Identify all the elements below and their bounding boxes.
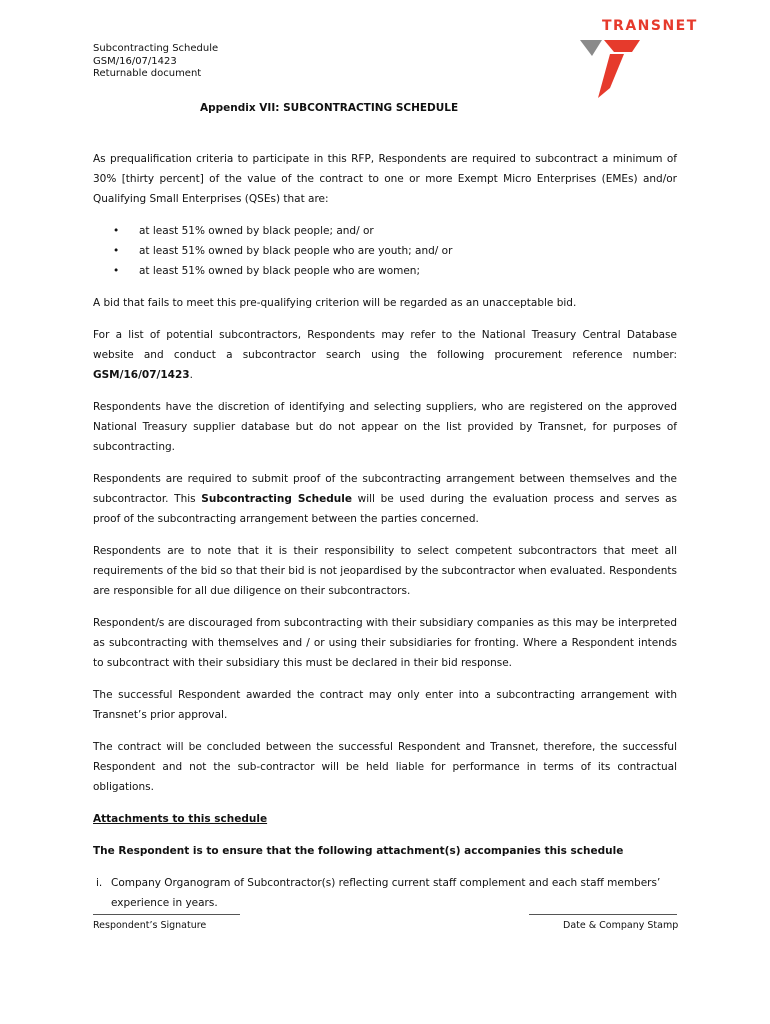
subcontractor-list-paragraph: For a list of potential subcontractors, Respondents may refer to the National Treasury Central Database website and conduct a subcontractor search using the following procurement reference number: GSM/16/07/1423. [93, 329, 677, 381]
list-item: • at least 51% owned by black people who are youth; and/ or [93, 241, 677, 261]
procurement-reference: GSM/16/07/1423 [93, 369, 190, 381]
unacceptable-bid-paragraph: A bid that fails to meet this pre-qualifying criterion will be regarded as an unacceptable bid. [93, 297, 577, 309]
signature-line [93, 914, 240, 915]
list-item: • at least 51% owned by black people; and/ or [93, 221, 677, 241]
criteria-list [93, 221, 677, 281]
logo-wordmark: TRANSNET [602, 18, 698, 34]
transnet-logo [580, 18, 760, 88]
header-schedule-name: Subcontracting Schedule [93, 43, 219, 54]
respondent-signature-label: Respondent’s Signature [93, 920, 207, 931]
intro-paragraph: As prequalification criteria to participate in this RFP, Respondents are required to subcontract a minimum of 30% [thirty percent] of the value of the contract to one or more Exempt Micro Enterprises (EMEs) and/or Qualifying Small Enterprises (QSEs) that are: [93, 153, 677, 205]
document-header [93, 43, 218, 81]
responsibility-paragraph: Respondents are to note that it is their responsibility to select competent subcontractors that meet all requirements of the bid so that their bid is not jeopardised by the subcontractor when evaluated. Respondents are responsible for all due diligence on their subcontractors. [93, 545, 677, 597]
header-reference: GSM/16/07/1423 [93, 55, 177, 67]
proof-paragraph: Respondents are required to submit proof of the subcontracting arrangement between themselves and the subcontractor. This Subcontracting Schedule will be used during the evaluation process and serves as proof of the subcontracting arrangement between the parties concerned. [93, 473, 677, 525]
attachments-heading: Attachments to this schedule [93, 813, 268, 825]
discretion-paragraph: Respondents have the discretion of identifying and selecting suppliers, who are registered on the approved National Treasury supplier database but do not appear on the list provided by Transnet, for purposes of subcontracting. [93, 401, 677, 453]
approval-paragraph: The successful Respondent awarded the contract may only enter into a subcontracting arrangement with Transnet’s prior approval. [93, 689, 677, 721]
list-item: • at least 51% owned by black people who are women; [93, 261, 677, 281]
document-body [93, 149, 677, 925]
bullet-icon: • [113, 245, 120, 257]
bullet-icon: • [113, 225, 120, 237]
attachment-item: i. Company Organogram of Subcontractor(s) reflecting current staff complement and each staff members’ experience in years. [96, 877, 661, 909]
subsidiary-paragraph: Respondent/s are discouraged from subcontracting with their subsidiary companies as this may be interpreted as subcontracting with themselves and / or using their subsidiaries for fronting. Where a Respondent intends to subcontract with their subsidiary this must be declared in their bid response. [93, 617, 677, 669]
header-document-type: Returnable document [93, 68, 202, 79]
page-title: Appendix VII: SUBCONTRACTING SCHEDULE [200, 102, 459, 114]
attachments-subheading: The Respondent is to ensure that the following attachment(s) accompanies this schedule [93, 845, 624, 857]
liability-paragraph: The contract will be concluded between the successful Respondent and Transnet, therefore, the successful Respondent and not the sub-contractor will be held liable for performance in terms of its contractual obligations. [93, 741, 677, 793]
stamp-line [529, 914, 677, 915]
date-stamp-label: Date & Company Stamp [563, 920, 679, 931]
bullet-icon: • [113, 265, 120, 277]
transnet-logo-icon [580, 40, 640, 102]
